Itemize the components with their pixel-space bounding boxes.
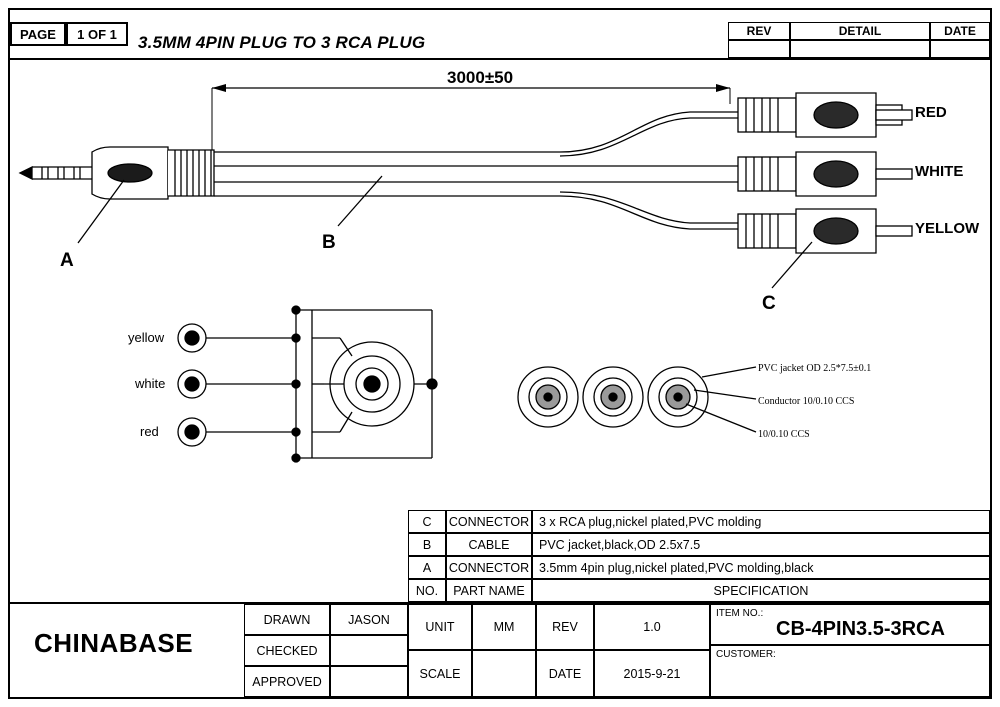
spec-row-c-part: CONNECTOR	[446, 510, 532, 533]
scale-label: SCALE	[408, 650, 472, 697]
drawn-value: JASON	[330, 604, 408, 635]
drawn-label: DRAWN	[244, 604, 330, 635]
spec-row-a-spec: 3.5mm 4pin plug,nickel plated,PVC molding,black	[532, 556, 990, 579]
note-ccs: 10/0.10 CCS	[758, 429, 810, 440]
callout-a: A	[60, 250, 74, 271]
checked-label: CHECKED	[244, 635, 330, 666]
schematic-label-yellow: yellow	[128, 330, 165, 345]
approved-label: APPROVED	[244, 666, 330, 697]
scale-value	[472, 650, 536, 697]
callout-b: B	[322, 232, 336, 253]
schematic-label-red: red	[140, 424, 159, 439]
spec-row-b-no: B	[408, 533, 446, 556]
spec-row-a-no: A	[408, 556, 446, 579]
company-name: CHINABASE	[34, 628, 194, 658]
rev-row-rev	[728, 40, 790, 58]
callout-c: C	[762, 293, 776, 314]
item-no-label: ITEM NO.:	[716, 608, 764, 619]
rev-header-rev: REV	[728, 22, 790, 40]
rev-row-detail	[790, 40, 930, 58]
label-white: WHITE	[915, 163, 964, 180]
header-divider	[10, 58, 990, 60]
rev-value: 1.0	[594, 604, 710, 650]
page-label: PAGE	[10, 22, 66, 46]
schematic-label-white: white	[135, 376, 166, 391]
rev-row-date	[930, 40, 990, 58]
dimension-length: 3000±50	[447, 68, 514, 87]
note-conductor: Conductor 10/0.10 CCS	[758, 396, 855, 407]
page-title: 3.5MM 4PIN PLUG TO 3 RCA PLUG	[138, 33, 426, 52]
rev-label: REV	[536, 604, 594, 650]
customer-label: CUSTOMER:	[716, 649, 776, 660]
note-pvc-jacket: PVC jacket OD 2.5*7.5±0.1	[758, 363, 872, 374]
page-value: 1 OF 1	[66, 22, 128, 46]
approved-value	[330, 666, 408, 697]
label-red: RED	[915, 104, 947, 121]
date-label: DATE	[536, 650, 594, 697]
item-no-value: CB-4PIN3.5-3RCA	[776, 618, 945, 640]
rev-header-detail: DETAIL	[790, 22, 930, 40]
spec-footer-no: NO.	[408, 579, 446, 602]
spec-row-b-part: CABLE	[446, 533, 532, 556]
spec-row-c-no: C	[408, 510, 446, 533]
spec-row-c-spec: 3 x RCA plug,nickel plated,PVC molding	[532, 510, 990, 533]
checked-value	[330, 635, 408, 666]
rev-header-date: DATE	[930, 22, 990, 40]
label-yellow: YELLOW	[915, 220, 980, 237]
date-value: 2015-9-21	[594, 650, 710, 697]
spec-row-b-spec: PVC jacket,black,OD 2.5x7.5	[532, 533, 990, 556]
unit-label: UNIT	[408, 604, 472, 650]
spec-row-a-part: CONNECTOR	[446, 556, 532, 579]
spec-footer-spec: SPECIFICATION	[532, 579, 990, 602]
unit-value: MM	[472, 604, 536, 650]
spec-footer-part: PART NAME	[446, 579, 532, 602]
